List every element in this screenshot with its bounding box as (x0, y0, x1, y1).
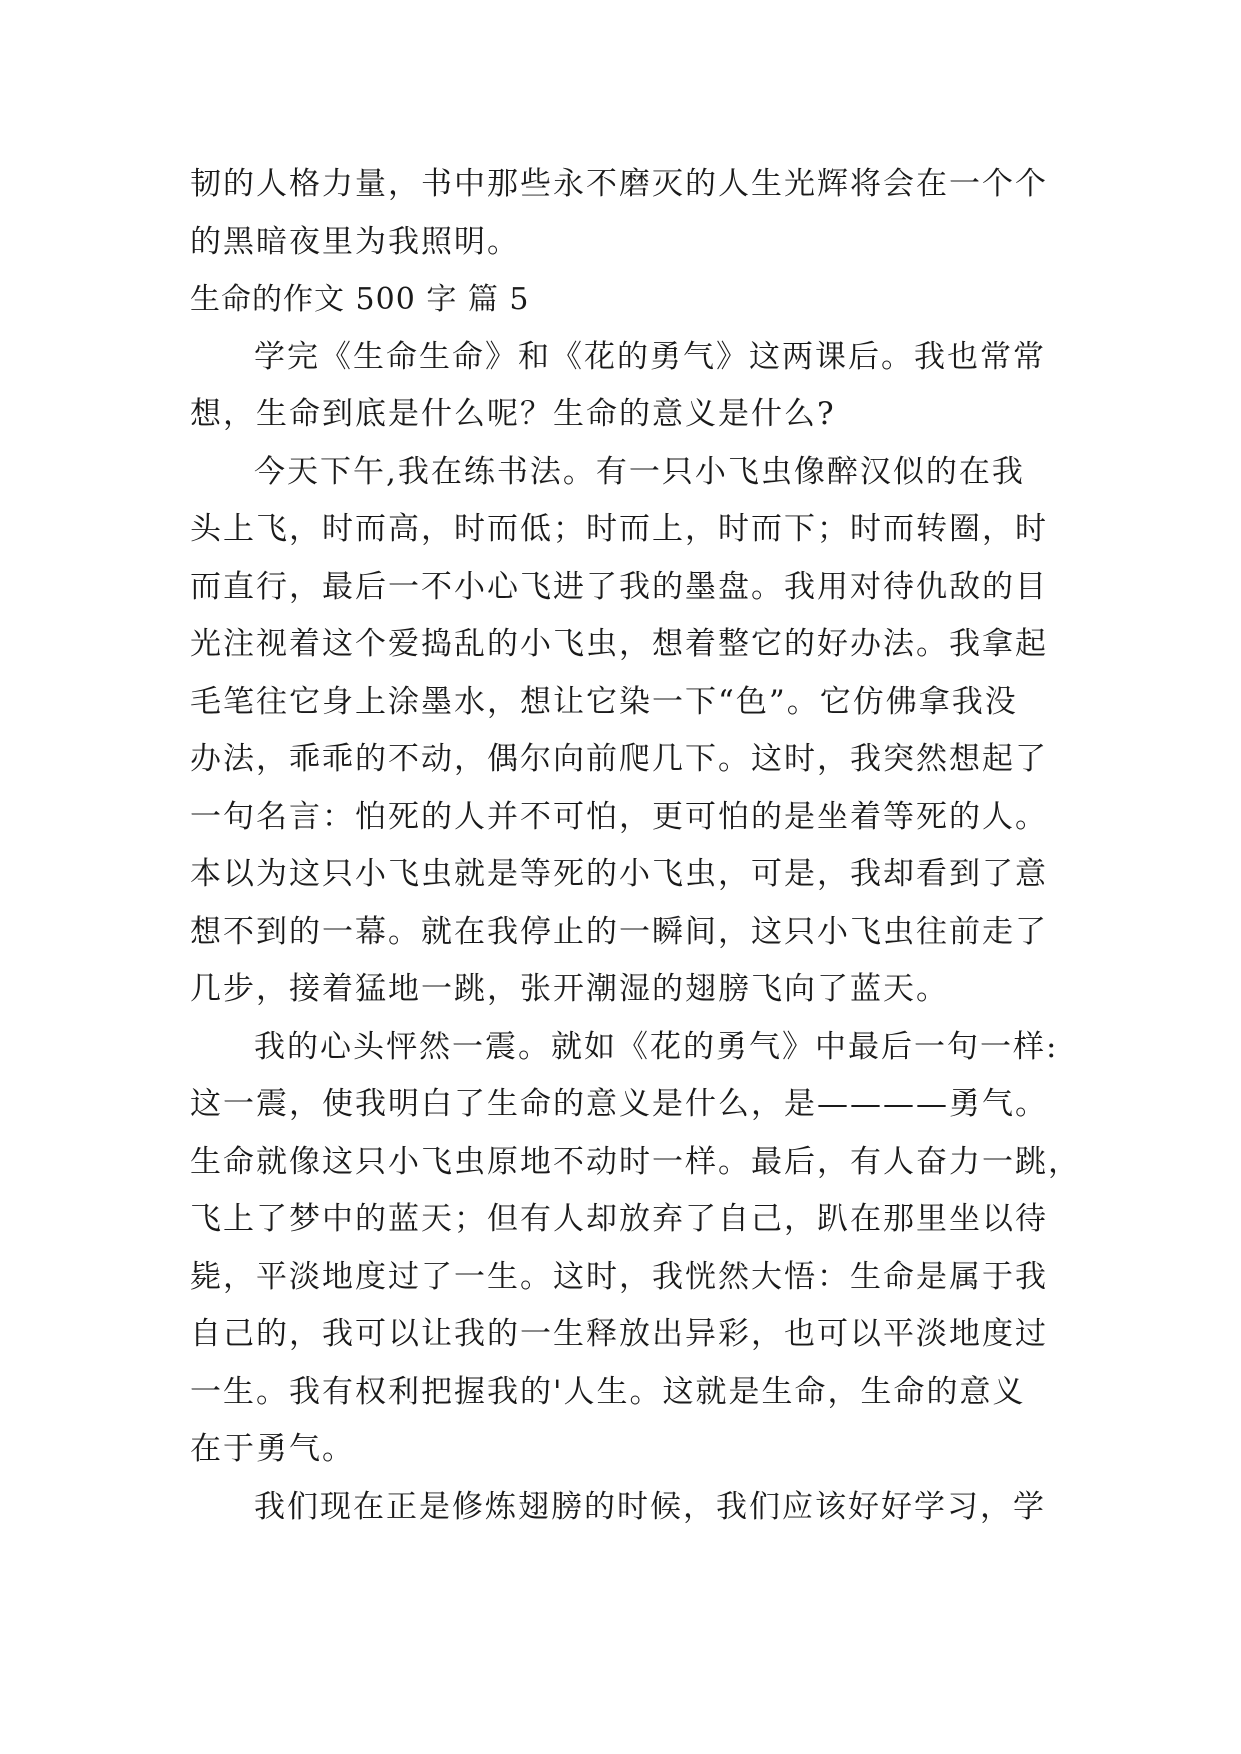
document-body (190, 156, 1081, 1536)
text-line: 我们现在正是修炼翅膀的时候，我们应该好好学习，学 (254, 1488, 1046, 1525)
text-line: 韧的人格力量，书中那些永不磨灭的人生光辉将会在一个个 (190, 166, 1048, 202)
text-line: 我的心头怦然一震。就如《花的勇气》中最后一句一样: (254, 1028, 1059, 1065)
text-line: 一句名言：怕死的人并不可怕，更可怕的是坐着等死的人。 (190, 798, 1048, 835)
text-line: 今天下午,我在练书法。有一只小飞虫像醉汉似的在我 (254, 453, 1025, 490)
text-line: 而直行，最后一不小心飞进了我的墨盘。我用对待仇敌的目 (190, 568, 1048, 605)
text-line: 这一震，使我明白了生命的意义是什么，是————勇气。 (190, 1086, 1048, 1122)
text-line: 想，生命到底是什么呢？生命的意义是什么? (190, 396, 836, 432)
text-line: 头上飞，时而高，时而低；时而上，时而下；时而转圈，时 (190, 511, 1048, 547)
text-line: 想不到的一幕。就在我停止的一瞬间，这只小飞虫往前走了 (190, 913, 1048, 950)
text-line: 毛笔往它身上涂墨水，想让它染一下“色”。它仿佛拿我没 (190, 683, 1018, 720)
text-line: 学完《生命生命》和《花的勇气》这两课后。我也常常 (254, 338, 1046, 375)
text-line: 几步，接着猛地一跳，张开潮湿的翅膀飞向了蓝天。 (190, 971, 949, 1007)
text-line: 自己的，我可以让我的一生释放出异彩，也可以平淡地度过 (190, 1316, 1048, 1352)
text-line: 办法，乖乖的不动，偶尔向前爬几下。这时，我突然想起了 (190, 741, 1048, 777)
text-line: 一生。我有权利把握我的'人生。这就是生命，生命的意义 (190, 1373, 1026, 1410)
text-line: 毙，平淡地度过了一生。这时，我恍然大悟：生命是属于我 (190, 1258, 1048, 1295)
text-line: 飞上了梦中的蓝天；但有人却放弃了自己，趴在那里坐以待 (190, 1201, 1048, 1237)
text-line: 的黑暗夜里为我照明。 (190, 223, 520, 260)
text-line: 在于勇气。 (190, 1431, 355, 1467)
section-heading: 生命的作文 500 字 篇 5 (190, 282, 530, 317)
text-line: 本以为这只小飞虫就是等死的小飞虫，可是，我却看到了意 (190, 856, 1048, 892)
text-line: 光注视着这个爱捣乱的小飞虫，想着整它的好办法。我拿起 (190, 626, 1048, 662)
text-line: 生命就像这只小飞虫原地不动时一样。最后，有人奋力一跳， (190, 1143, 1081, 1180)
